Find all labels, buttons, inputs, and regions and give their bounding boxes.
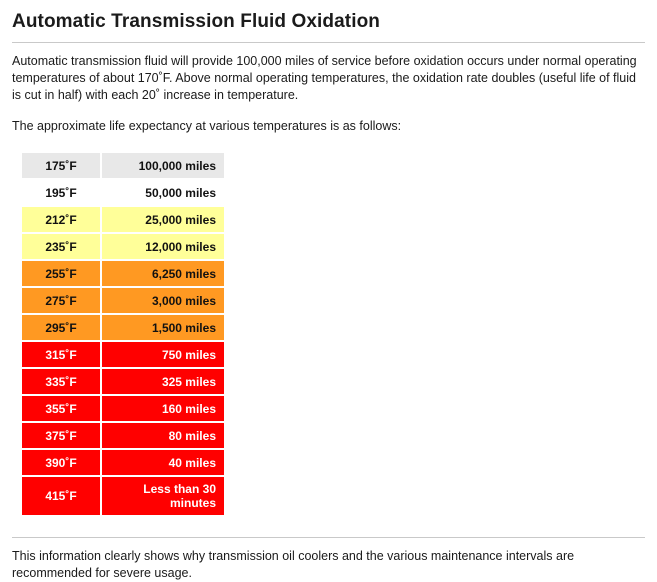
life-expectancy-cell: 40 miles — [101, 449, 225, 476]
life-expectancy-table-body — [21, 152, 225, 516]
temperature-cell: 175˚F — [21, 152, 101, 179]
temperature-cell: 235˚F — [21, 233, 101, 260]
life-expectancy-cell: 80 miles — [101, 422, 225, 449]
life-expectancy-table — [20, 151, 226, 517]
life-expectancy-cell: 25,000 miles — [101, 206, 225, 233]
life-expectancy-cell: 100,000 miles — [101, 152, 225, 179]
temperature-cell: 295˚F — [21, 314, 101, 341]
title-divider — [12, 42, 645, 43]
page-title: Automatic Transmission Fluid Oxidation — [12, 11, 381, 32]
footer-paragraph: This information clearly shows why transmission oil coolers and the various maintenance intervals are recommended for severe usage. — [12, 549, 575, 580]
table-row — [21, 206, 225, 233]
lead-in-paragraph: The approximate life expectancy at various temperatures is as follows: — [12, 119, 402, 133]
life-expectancy-cell: 750 miles — [101, 341, 225, 368]
life-expectancy-cell: 1,500 miles — [101, 314, 225, 341]
table-row — [21, 368, 225, 395]
temperature-cell: 335˚F — [21, 368, 101, 395]
table-row — [21, 314, 225, 341]
temperature-cell: 355˚F — [21, 395, 101, 422]
temperature-cell: 212˚F — [21, 206, 101, 233]
table-row — [21, 449, 225, 476]
life-expectancy-cell: 50,000 miles — [101, 179, 225, 206]
table-row — [21, 422, 225, 449]
temperature-cell: 195˚F — [21, 179, 101, 206]
life-expectancy-cell: 6,250 miles — [101, 260, 225, 287]
table-row — [21, 287, 225, 314]
footer-divider — [12, 537, 645, 538]
temperature-cell: 390˚F — [21, 449, 101, 476]
life-expectancy-cell: 3,000 miles — [101, 287, 225, 314]
table-row — [21, 233, 225, 260]
table-row — [21, 260, 225, 287]
life-expectancy-cell: 325 miles — [101, 368, 225, 395]
temperature-cell: 255˚F — [21, 260, 101, 287]
temperature-cell: 315˚F — [21, 341, 101, 368]
life-expectancy-cell: 160 miles — [101, 395, 225, 422]
table-row — [21, 395, 225, 422]
temperature-cell: 415˚F — [21, 476, 101, 516]
table-row — [21, 476, 225, 516]
life-expectancy-cell: 12,000 miles — [101, 233, 225, 260]
temperature-cell: 375˚F — [21, 422, 101, 449]
table-row — [21, 152, 225, 179]
temperature-cell: 275˚F — [21, 287, 101, 314]
life-expectancy-cell: Less than 30 minutes — [101, 476, 225, 516]
table-row — [21, 179, 225, 206]
table-row — [21, 341, 225, 368]
intro-paragraph: Automatic transmission fluid will provide 100,000 miles of service before oxidation occurs under normal operating temperatures of about 170˚F. Above normal operating temperatures, the oxidation rate doubles (useful life of fluid is cut in half) with each 20˚ increase in temperature. — [12, 54, 637, 102]
